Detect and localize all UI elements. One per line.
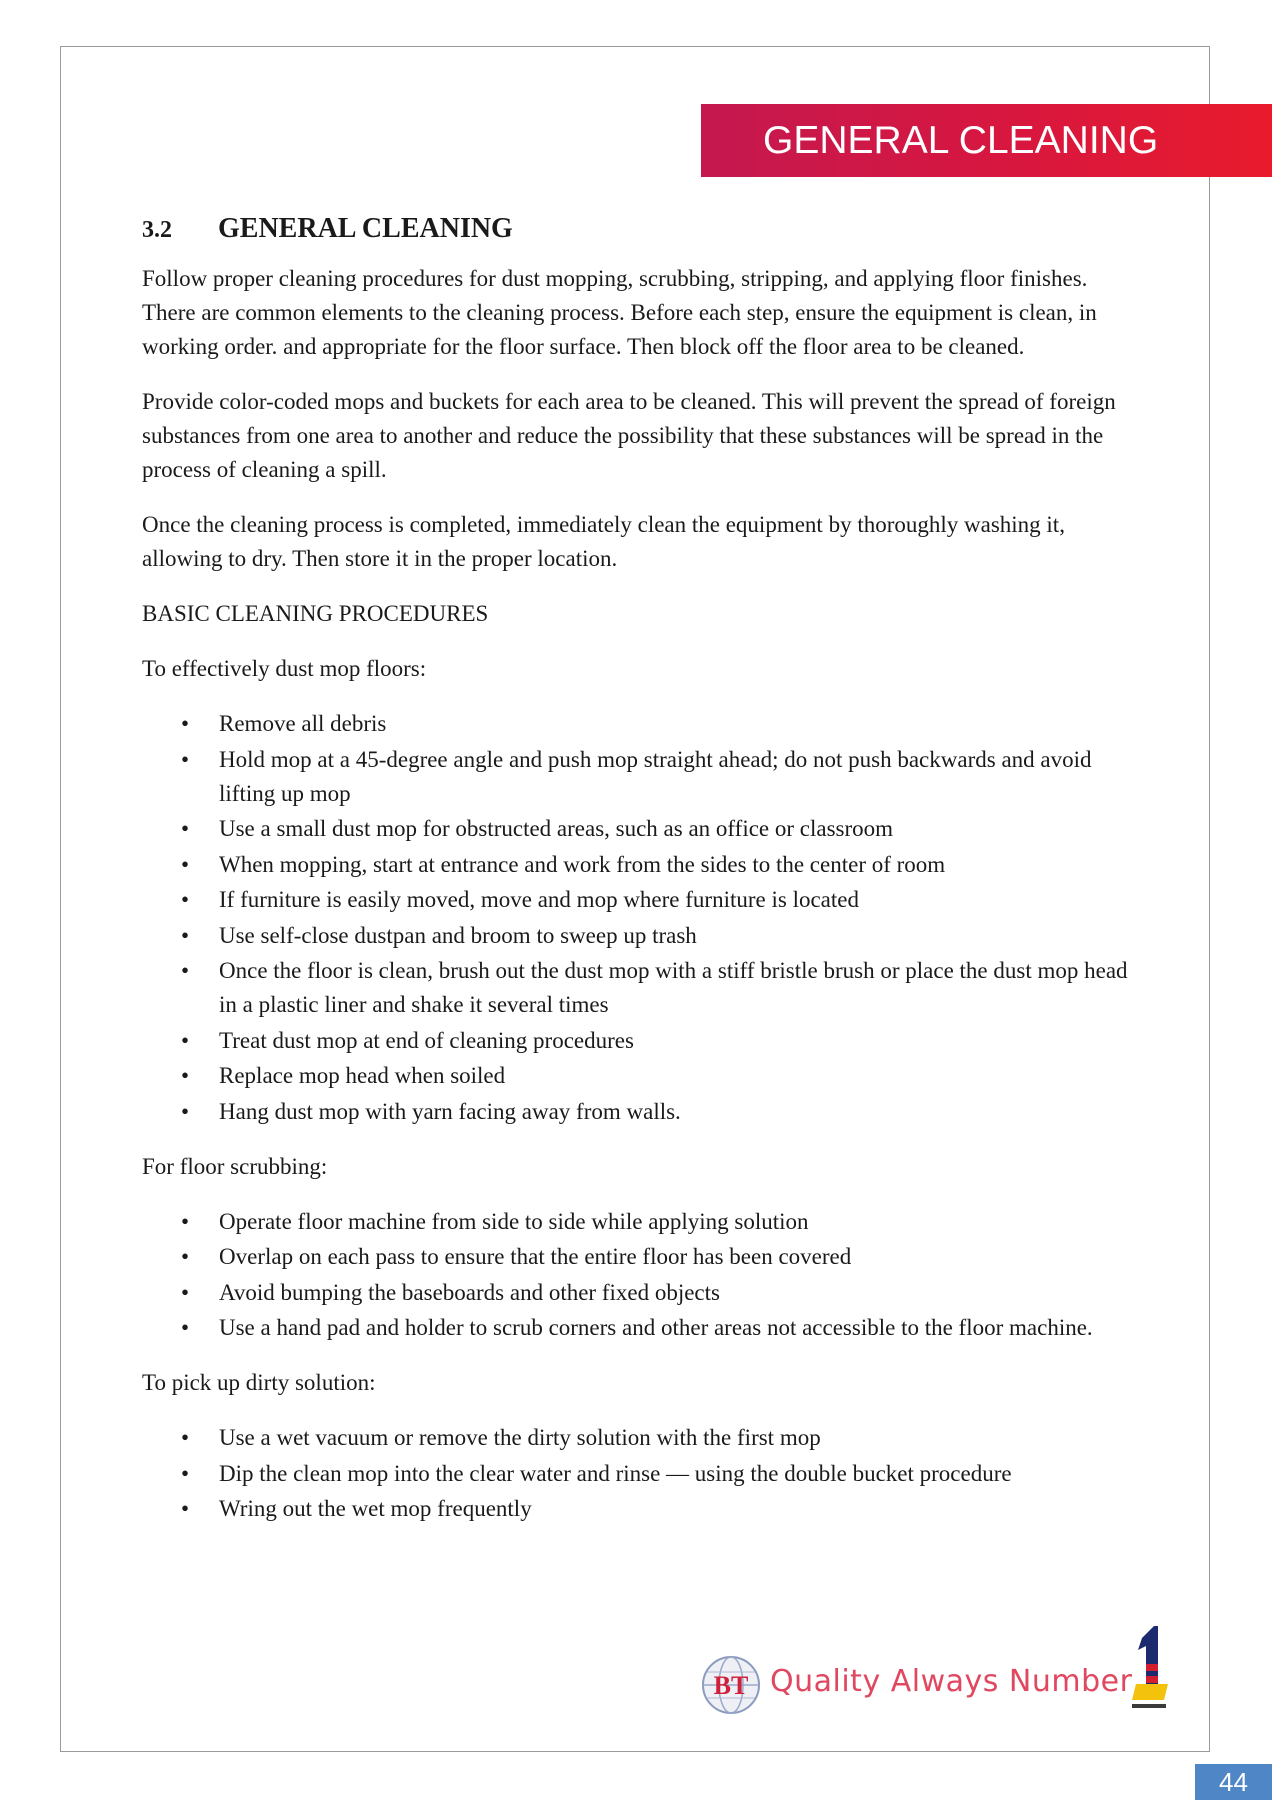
- list-item: [142, 919, 1142, 953]
- scrubbing-intro: For floor scrubbing:: [142, 1153, 328, 1179]
- page-content: [142, 212, 1142, 1547]
- bullet-icon: •: [181, 1027, 190, 1053]
- list-item-text: Use a small dust mop for obstructed areas, such as an office or classroom: [219, 816, 894, 841]
- bullet-icon: •: [181, 1460, 190, 1486]
- bullet-icon: •: [181, 1063, 190, 1088]
- dust-mop-list: [142, 707, 1142, 1129]
- list-item-text: When mopping, start at entrance and work from the sides to the center of room: [219, 851, 946, 877]
- bullet-icon: •: [181, 1279, 190, 1305]
- bullet-icon: •: [181, 922, 190, 948]
- list-item-text: Treat dust mop at end of cleaning procedures: [219, 1027, 634, 1053]
- bullet-icon: •: [181, 887, 190, 912]
- logo-badge-text: BT: [713, 1671, 749, 1700]
- list-item: [142, 848, 1142, 882]
- list-item: [142, 812, 1142, 846]
- company-logo: [700, 1624, 1170, 1716]
- dirty-solution-intro: To pick up dirty solution:: [142, 1370, 376, 1395]
- list-item: [142, 743, 1142, 811]
- list-item-text: Avoid bumping the baseboards and other fixed objects: [219, 1279, 720, 1305]
- list-item-text: Hold mop at a 45-degree angle and push mop straight ahead; do not push backwards and avoid lifting up mop: [219, 746, 1092, 806]
- malaysia-number-one-icon: [1128, 1624, 1168, 1716]
- list-item: [142, 1205, 1142, 1239]
- list-item: [142, 707, 1142, 741]
- section-number: 3.2: [142, 217, 172, 243]
- paragraph-color-coded: Provide color-coded mops and buckets for each area to be cleaned. This will prevent the spread of foreign substances from one area to another and reduce the possibility that these substances will be spread in the process of cleaning a spill.: [142, 389, 1116, 482]
- section-heading: [142, 212, 1142, 247]
- list-item-text: Hang dust mop with yarn facing away from walls.: [219, 1098, 681, 1124]
- bullet-icon: •: [181, 746, 190, 772]
- list-item-text: Dip the clean mop into the clear water and rinse — using the double bucket procedure: [219, 1460, 1012, 1486]
- globe-logo-icon: [700, 1654, 762, 1716]
- logo-tagline: Quality Always Number: [770, 1664, 1133, 1699]
- list-item-text: If furniture is easily moved, move and mop where furniture is located: [219, 887, 859, 912]
- dust-mop-intro: To effectively dust mop floors:: [142, 656, 427, 681]
- list-item-text: Use a hand pad and holder to scrub corners and other areas not accessible to the floor machine.: [219, 1315, 1093, 1340]
- list-item: [142, 1492, 1142, 1526]
- paragraph-after-cleaning: Once the cleaning process is completed, immediately clean the equipment by thoroughly washing it, allowing to dry. Then store it in the proper location.: [142, 512, 1065, 571]
- bullet-icon: •: [181, 1244, 190, 1269]
- list-item-text: Use a wet vacuum or remove the dirty solution with the first mop: [219, 1425, 821, 1450]
- section-banner: GENERAL CLEANING: [701, 104, 1272, 177]
- list-item: [142, 1059, 1142, 1093]
- list-item: [142, 1095, 1142, 1129]
- bullet-icon: •: [181, 711, 190, 736]
- dirty-solution-list: [142, 1421, 1142, 1526]
- scrubbing-list: [142, 1205, 1142, 1346]
- list-item-text: Use self-close dustpan and broom to sweep up trash: [219, 922, 697, 948]
- list-item-text: Once the floor is clean, brush out the dust mop with a stiff bristle brush or place the dust mop head in a plastic liner and shake it several times: [219, 958, 1128, 1017]
- bullet-icon: •: [181, 816, 190, 841]
- list-item-text: Replace mop head when soiled: [219, 1063, 506, 1088]
- list-item-text: Overlap on each pass to ensure that the entire floor has been covered: [219, 1244, 852, 1269]
- list-item: [142, 1240, 1142, 1274]
- bullet-icon: •: [181, 1098, 190, 1124]
- list-item-text: Wring out the wet mop frequently: [219, 1496, 532, 1521]
- list-item: [142, 1421, 1142, 1455]
- bullet-icon: •: [181, 1425, 190, 1450]
- bullet-icon: •: [181, 958, 190, 983]
- list-item: [142, 883, 1142, 917]
- list-item: [142, 954, 1142, 1022]
- list-item: [142, 1311, 1142, 1345]
- bullet-icon: •: [181, 1496, 190, 1521]
- bullet-icon: •: [181, 851, 190, 877]
- list-item: [142, 1024, 1142, 1058]
- subheading-basic-procedures: BASIC CLEANING PROCEDURES: [142, 601, 489, 626]
- section-title: GENERAL CLEANING: [218, 213, 513, 244]
- paragraph-procedures: Follow proper cleaning procedures for dust mopping, scrubbing, stripping, and applying floor finishes. There are common elements to the cleaning process. Before each step, ensure the equipment is clean, in working order. and appropriate for the floor surface. Then block off the floor area to be cleaned.: [142, 266, 1097, 359]
- bullet-icon: •: [181, 1315, 190, 1340]
- list-item: [142, 1457, 1142, 1491]
- list-item-text: Remove all debris: [219, 711, 387, 736]
- list-item-text: Operate floor machine from side to side while applying solution: [219, 1208, 809, 1234]
- page-number: 44: [1195, 1764, 1272, 1800]
- list-item: [142, 1276, 1142, 1310]
- bullet-icon: •: [181, 1208, 190, 1234]
